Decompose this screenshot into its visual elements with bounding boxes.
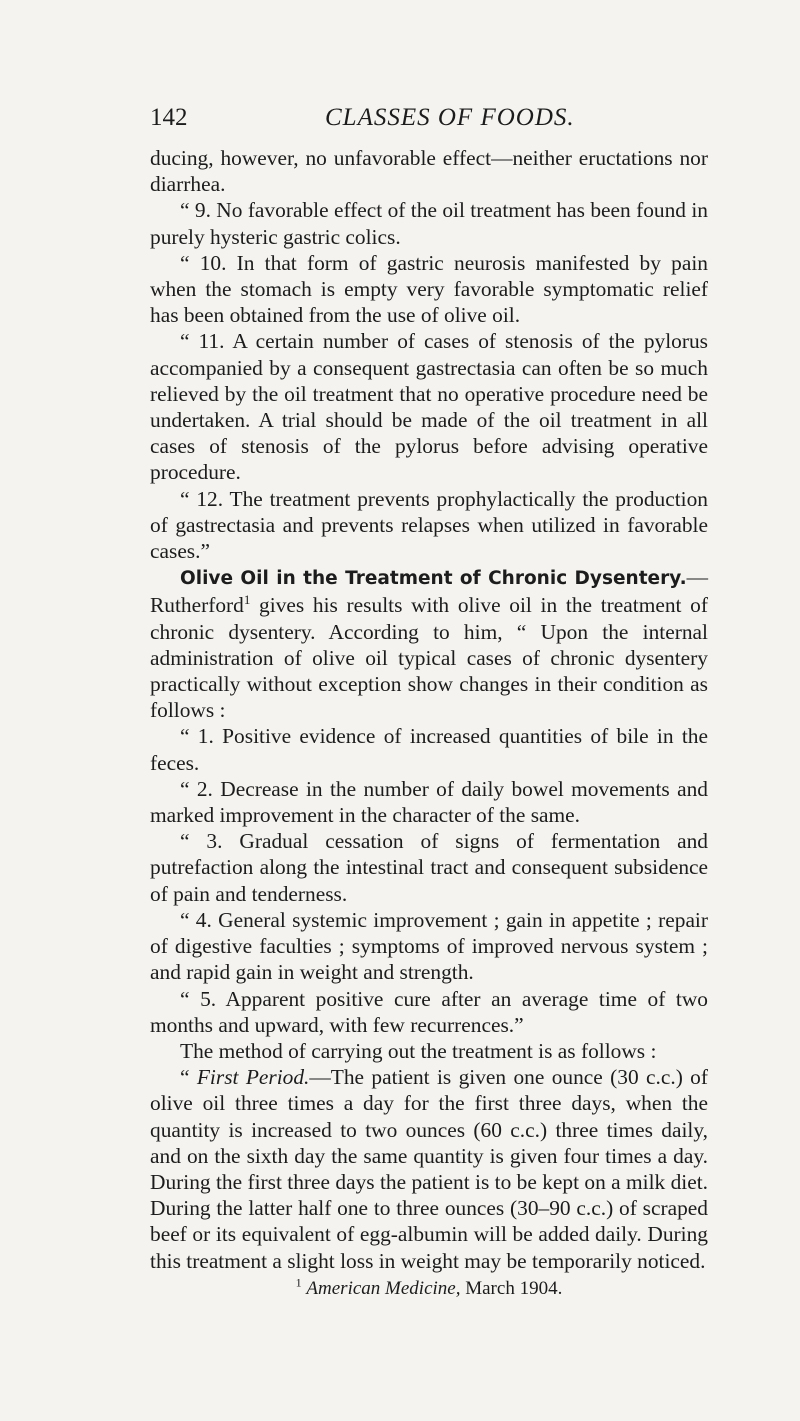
running-head: CLASSES OF FOODS. xyxy=(325,104,575,131)
footnote-reference: 1 xyxy=(243,592,251,608)
paragraph: “ 9. No favorable effect of the oil treatment has been found in purely hysteric gastric colics. xyxy=(150,198,708,249)
paragraph: “ 2. Decrease in the number of daily bowel movements and marked improvement in the character of the same. xyxy=(150,776,708,828)
paragraph: “ 10. In that form of gastric neurosis manifested by pain when the stomach is empty very favorable symptomatic relief has been obtained from the use of olive oil. xyxy=(150,250,708,328)
body-text xyxy=(150,145,708,1302)
paragraph: “ 11. A certain number of cases of stenosis of the pylorus accompanied by a consequent gastrectasia can often be so much relieved by the oil treatment that no operative procedure need be undertaken. A trial should be made of the oil treatment in all cases of stenosis of the pylorus before advising operative procedure. xyxy=(150,329,708,485)
footnote xyxy=(150,1276,708,1302)
paragraph-text: gives his results with olive oil in the treatment of chronic dysentery. According to him, “ Upon the internal administration of olive oil typical cases of chronic dysentery practically without exception show changes in their condition as follows : xyxy=(150,593,708,723)
paragraph: “ 4. General systemic improvement ; gain in appetite ; repair of digestive faculties ; symptoms of improved nervous system ; and rapid gain in weight and strength. xyxy=(150,907,708,985)
section-heading: Olive Oil in the Treatment of Chronic Dysentery. xyxy=(180,568,687,590)
period-title: First Period. xyxy=(196,1065,310,1090)
paragraph-text: —The patient is given one ounce (30 c.c.) of olive oil three times a day for the first three days, when the quantity is increased to two ounces (60 c.c.) three times daily, and on the sixth day the same quantity is given four times a day. During the first three days the patient is to be kept on a milk diet. During the latter half one to three ounces (30–90 c.c.) of scraped beef or its equivalent of egg-albumin will be added daily. During this treatment a slight loss in weight may be temporarily noticed. xyxy=(150,1065,709,1273)
paragraph: The method of carrying out the treatment is as follows : xyxy=(180,1038,657,1063)
footnote-journal: American Medicine, xyxy=(306,1277,461,1299)
paragraph: “ 5. Apparent positive cure after an average time of two months and upward, with few recurrences.” xyxy=(150,986,708,1037)
footnote-date: March 1904. xyxy=(460,1277,563,1299)
footnote-mark: 1 xyxy=(295,1275,302,1290)
paragraph: “ 12. The treatment prevents prophylactically the production of gastrectasia and prevents relapses when utilized in favorable cases.” xyxy=(150,486,708,564)
paragraph-text: “ xyxy=(180,1065,197,1090)
paragraph: “ 1. Positive evidence of increased quantities of bile in the feces. xyxy=(150,724,708,775)
page-number: 142 xyxy=(150,104,188,131)
paragraph-text: —Rutherford xyxy=(150,565,708,618)
paragraph xyxy=(150,1064,708,1274)
section-paragraph xyxy=(150,564,708,723)
paragraph: ducing, however, no unfavorable effect—neither eructations nor diarrhea. xyxy=(150,146,708,197)
page-header xyxy=(150,104,710,144)
paragraph: “ 3. Gradual cessation of signs of fermentation and putrefaction along the intestinal tract and consequent subsidence of pain and tenderness. xyxy=(150,829,708,906)
